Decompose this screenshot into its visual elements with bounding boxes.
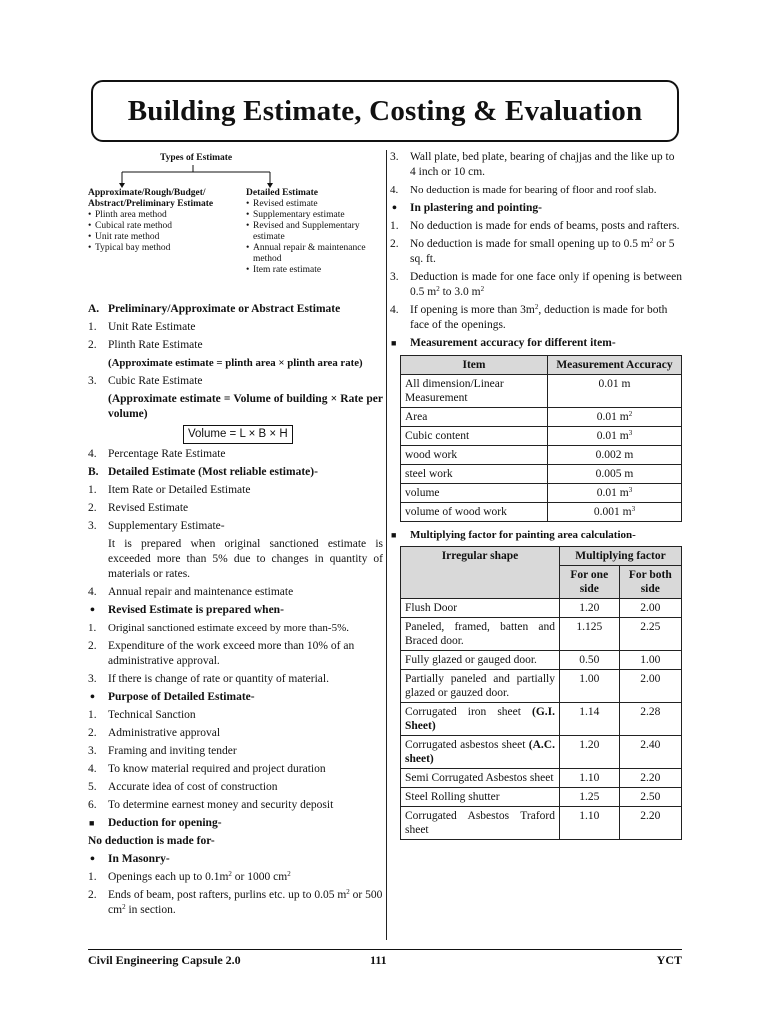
one-side-cell: 1.14 (560, 703, 620, 736)
accuracy-cell (548, 427, 682, 446)
shape-cell (401, 703, 560, 736)
list-item (88, 744, 383, 759)
list-text: Original sanctioned estimate exceed by more than-5%. (108, 622, 349, 634)
section-b-text: Detailed Estimate (Most reliable estimate)- (108, 466, 318, 478)
shape-cell (401, 599, 560, 618)
column-header: Irregular shape (401, 547, 560, 599)
page-footer (88, 949, 682, 968)
list-text: If there is change of rate or quantity of material. (108, 673, 329, 685)
cubic-formula-note: (Approximate estimate = Volume of building × Rate per volume) (108, 393, 383, 420)
both-side-cell: 2.28 (619, 703, 681, 736)
list-item (390, 237, 682, 267)
one-side-cell: 1.00 (560, 670, 620, 703)
both-side-cell: 2.00 (619, 670, 681, 703)
table-row (401, 446, 682, 465)
one-side-cell: 1.10 (560, 769, 620, 788)
painting-table-body (401, 599, 682, 840)
list-item (390, 270, 682, 300)
list-text: If opening is more than 3m (410, 304, 535, 316)
table-row (401, 703, 682, 736)
list-number: 4. (88, 448, 97, 460)
superscript: 2 (436, 285, 440, 293)
list-item (88, 672, 383, 687)
one-side-cell: 1.20 (560, 599, 620, 618)
accuracy-heading: ■ Measurement accuracy for different item- (390, 336, 682, 351)
list-item (88, 519, 383, 534)
list-text: , deduction is made for both face of the openings. (410, 304, 668, 331)
column-header: For one side (560, 566, 620, 599)
left-column (88, 150, 383, 921)
shape-cell (401, 651, 560, 670)
both-side-cell: 2.00 (619, 599, 681, 618)
masonry-heading: • In Masonry- (88, 852, 383, 867)
list-number: 2. (88, 640, 97, 652)
approx-item: • Plinth area method (88, 210, 238, 221)
one-side-cell: 0.50 (560, 651, 620, 670)
table-row (401, 651, 682, 670)
list-item (88, 501, 383, 516)
accuracy-value: 0.01 m (596, 411, 629, 423)
list-number: 4. (88, 763, 97, 775)
accuracy-cell (548, 484, 682, 503)
list-number: 3. (88, 375, 97, 387)
shape-cell (401, 736, 560, 769)
both-side-cell: 2.25 (619, 618, 681, 651)
superscript: 2 (346, 888, 350, 896)
table-row (401, 408, 682, 427)
table-row (401, 375, 682, 408)
list-number: 1. (390, 220, 399, 232)
shape-code: (A.C. sheet) (405, 739, 555, 765)
list-text: Item Rate or Detailed Estimate (108, 484, 251, 496)
accuracy-value: 0.01 m (596, 487, 629, 499)
list-text: Annual repair and maintenance estimate (108, 586, 294, 598)
detailed-item: • Supplementary estimate (246, 210, 386, 221)
volume-formula-row (88, 425, 383, 444)
list-number: 1. (88, 321, 97, 333)
list-number: 3. (88, 673, 97, 685)
purpose-heading: • Purpose of Detailed Estimate- (88, 690, 383, 705)
list-number: 2. (88, 727, 97, 739)
shape-text: Fully glazed or gauged door. (405, 654, 537, 666)
table-row (401, 599, 682, 618)
both-side-cell: 2.50 (619, 788, 681, 807)
list-text: To determine earnest money and security deposit (108, 799, 334, 811)
plastering-heading: • In plastering and pointing- (390, 201, 682, 216)
table-row (401, 736, 682, 769)
superscript: 3 (628, 486, 633, 494)
detailed-branch (246, 188, 386, 276)
list-text: Administrative approval (108, 727, 221, 739)
list-text: Technical Sanction (108, 709, 196, 721)
column-header: Item (401, 356, 548, 375)
superscript: 2 (534, 303, 539, 311)
list-number: 4. (390, 184, 399, 196)
right-column (390, 150, 682, 840)
supplementary-note: It is prepared when original sanctioned estimate is exceeded more than 5% due to changes in quantity of materials or rates. (108, 538, 383, 580)
list-number: 1. (88, 871, 97, 883)
list-number: 1. (88, 622, 97, 634)
list-number: 4. (390, 304, 399, 316)
list-item (390, 219, 682, 234)
list-number: 2. (88, 889, 97, 901)
shape-text: Partially paneled and partially glazed or gauzed door. (405, 673, 555, 699)
table-row (401, 769, 682, 788)
approximate-branch (88, 188, 238, 254)
list-item (88, 888, 383, 918)
list-item (88, 585, 383, 600)
section-a (88, 302, 383, 317)
plinth-formula-note: (Approximate estimate = plinth area × plinth area rate) (108, 357, 363, 369)
revised-heading: • Revised Estimate is prepared when- (88, 603, 383, 618)
accuracy-value: 0.002 m (595, 449, 634, 461)
both-side-cell: 1.00 (619, 651, 681, 670)
superscript: 2 (480, 285, 485, 293)
list-text: To know material required and project duration (108, 763, 326, 775)
detailed-item: • Revised and Supplementary estimate (246, 221, 386, 243)
painting-heading: ■ Multiplying factor for painting area calculation- (390, 528, 682, 543)
list-number: 2. (88, 502, 97, 514)
detailed-item: • Annual repair & maintenance method (246, 243, 386, 265)
approx-item: • Typical bay method (88, 243, 238, 254)
list-number: B. (88, 466, 99, 478)
accuracy-value: 0.01 m (598, 378, 631, 390)
list-item (88, 374, 383, 389)
list-number: 3. (390, 271, 399, 283)
page-title: Building Estimate, Costing & Evaluation (127, 94, 643, 127)
item-cell: All dimension/Linear Measurement (401, 375, 548, 408)
list-text: No deduction is made for small opening up to 0.5 m (410, 238, 650, 250)
list-text: Plinth Rate Estimate (108, 339, 203, 351)
item-cell: Area (401, 408, 548, 427)
list-text: Deduction is made for one face only if opening is between 0.5 m (410, 271, 682, 298)
list-item (88, 447, 383, 462)
approx-item: • Cubical rate method (88, 221, 238, 232)
list-text: or 500 cm (108, 889, 383, 916)
item-cell: volume (401, 484, 548, 503)
list-text: Wall plate, bed plate, bearing of chajjas and the like up to 4 inch or 10 cm. (410, 151, 675, 178)
superscript: 2 (228, 870, 232, 878)
accuracy-cell (548, 503, 682, 522)
list-text: No deduction is made for bearing of floor and roof slab. (410, 184, 657, 196)
approximate-heading-1: Approximate/Rough/Budget/ (88, 188, 206, 198)
list-text: or 5 sq. ft. (410, 238, 675, 265)
shape-cell (401, 788, 560, 807)
superscript: 2 (122, 903, 126, 911)
item-cell: steel work (401, 465, 548, 484)
footer-publisher: YCT (656, 953, 682, 967)
accuracy-cell (548, 446, 682, 465)
table-header-row (401, 356, 682, 375)
list-item (88, 639, 383, 669)
list-item (390, 303, 682, 333)
accuracy-cell (548, 408, 682, 427)
accuracy-value: 0.01 m (596, 430, 629, 442)
one-side-cell: 1.10 (560, 807, 620, 840)
list-text: Framing and inviting tender (108, 745, 237, 757)
item-cell: Cubic content (401, 427, 548, 446)
list-number: A. (88, 303, 100, 315)
superscript: 2 (287, 870, 291, 878)
list-number: 4. (88, 586, 97, 598)
shape-text: Flush Door (405, 602, 458, 614)
approximate-heading-2: Abstract/Preliminary Estimate (88, 199, 214, 209)
detailed-heading: Detailed Estimate (246, 188, 319, 198)
list-text: No deduction is made for ends of beams, posts and rafters. (410, 220, 680, 232)
types-of-estimate-diagram (88, 150, 383, 302)
item-cell: wood work (401, 446, 548, 465)
list-text: Cubic Rate Estimate (108, 375, 203, 387)
table-row (401, 807, 682, 840)
table-row (401, 427, 682, 446)
list-text: Supplementary Estimate- (108, 520, 225, 532)
table-row (401, 670, 682, 703)
list-item (88, 708, 383, 723)
table-row (401, 503, 682, 522)
list-number: 2. (390, 238, 399, 250)
accuracy-cell (548, 375, 682, 408)
list-item (88, 726, 383, 741)
painting-factor-table (400, 546, 682, 840)
list-text: Expenditure of the work exceed more than 10% of an administrative approval. (108, 640, 355, 667)
item-cell: volume of wood work (401, 503, 548, 522)
list-text: Unit Rate Estimate (108, 321, 196, 333)
column-header: Multiplying factor (560, 547, 682, 566)
one-side-cell: 1.20 (560, 736, 620, 769)
list-text: Revised Estimate (108, 502, 189, 514)
no-deduction-text: No deduction is made for- (88, 835, 215, 847)
list-item (88, 621, 383, 636)
list-number: 5. (88, 781, 97, 793)
superscript: 3 (628, 429, 633, 437)
list-item (88, 870, 383, 885)
list-number: 1. (88, 709, 97, 721)
table-header-row (401, 547, 682, 566)
table-row (401, 788, 682, 807)
section-b (88, 465, 383, 480)
accuracy-value: 0.005 m (595, 468, 634, 480)
footer-page-number: 111 (370, 953, 387, 967)
diagram-title: Types of Estimate (160, 153, 233, 163)
list-item (88, 798, 383, 813)
one-side-cell: 1.25 (560, 788, 620, 807)
list-item (88, 320, 383, 335)
list-text: in section. (125, 904, 176, 916)
accuracy-table-body (401, 375, 682, 522)
list-number: 6. (88, 799, 97, 811)
shape-cell (401, 618, 560, 651)
detailed-item: • Revised estimate (246, 199, 386, 210)
deduction-heading: ■ Deduction for opening- (88, 816, 383, 831)
superscript: 2 (649, 237, 654, 245)
accuracy-table (400, 355, 682, 522)
shape-text: Semi Corrugated Asbestos sheet (405, 772, 554, 784)
list-item (88, 338, 383, 353)
list-number: 3. (88, 520, 97, 532)
list-item (390, 183, 682, 198)
list-text: Percentage Rate Estimate (108, 448, 226, 460)
detailed-item: • Item rate estimate (246, 265, 386, 276)
column-divider (386, 150, 387, 940)
list-number: 3. (88, 745, 97, 757)
list-item (88, 483, 383, 498)
list-text: to 3.0 m (439, 286, 481, 298)
list-number: 1. (88, 484, 97, 496)
column-header: Measurement Accuracy (548, 356, 682, 375)
both-side-cell: 2.20 (619, 769, 681, 788)
accuracy-cell (548, 465, 682, 484)
accuracy-value: 0.001 m (593, 506, 632, 518)
list-text: Openings each up to 0.1m (108, 871, 229, 883)
diagram-connectors (88, 150, 388, 190)
shape-cell (401, 769, 560, 788)
section-a-text: Preliminary/Approximate or Abstract Estimate (108, 303, 341, 315)
both-side-cell: 2.20 (619, 807, 681, 840)
shape-text: Steel Rolling shutter (405, 791, 500, 803)
shape-cell (401, 670, 560, 703)
column-header: For both side (619, 566, 681, 599)
table-row (401, 484, 682, 503)
shape-text: Paneled, framed, batten and Braced door. (405, 621, 555, 647)
footer-book-title: Civil Engineering Capsule 2.0 (88, 953, 241, 967)
list-text: Accurate idea of cost of construction (108, 781, 278, 793)
one-side-cell: 1.125 (560, 618, 620, 651)
shape-cell (401, 807, 560, 840)
superscript: 2 (628, 410, 633, 418)
list-text: Ends of beam, post rafters, purlins etc. up to 0.05 m (108, 889, 347, 901)
shape-text: Corrugated Asbestos Traford sheet (405, 810, 555, 836)
shape-text: Corrugated asbestos sheet (405, 739, 529, 751)
superscript: 3 (631, 505, 636, 513)
list-item (88, 762, 383, 777)
list-text: or 1000 cm (231, 871, 288, 883)
shape-code: (G.I. Sheet) (405, 706, 555, 732)
list-item (88, 780, 383, 795)
approx-item: • Unit rate method (88, 232, 238, 243)
volume-formula: Volume = L × B × H (183, 425, 293, 444)
list-number: 2. (88, 339, 97, 351)
both-side-cell: 2.40 (619, 736, 681, 769)
shape-text: Corrugated iron sheet (405, 706, 532, 718)
list-number: 3. (390, 151, 399, 163)
table-row (401, 465, 682, 484)
table-row (401, 618, 682, 651)
title-box (91, 80, 679, 142)
list-item (390, 150, 682, 180)
